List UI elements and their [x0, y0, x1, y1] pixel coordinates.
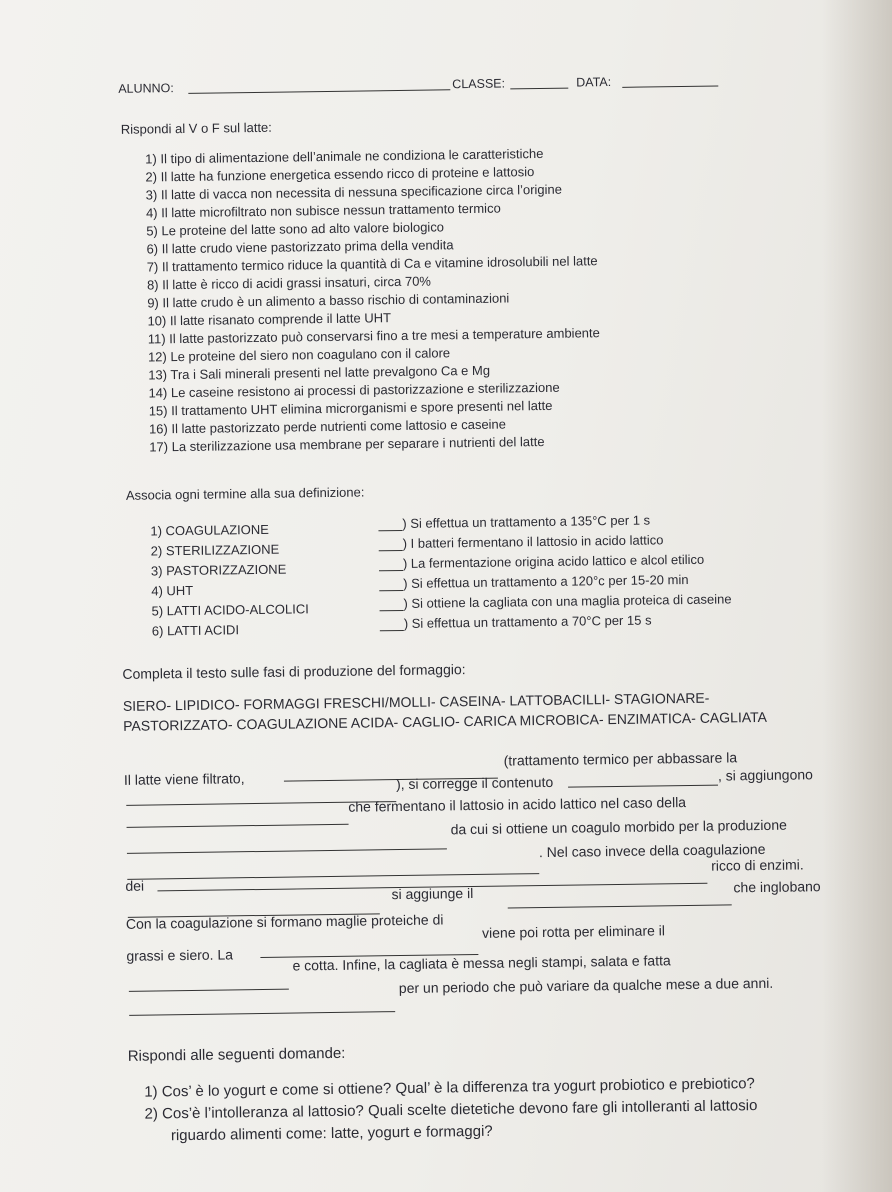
match-blank[interactable] — [378, 517, 402, 531]
definition-item: ) I batteri fermentano il lattosio in acido lattico — [402, 532, 664, 551]
classe-field[interactable] — [510, 76, 568, 90]
term-item: 5) LATTI ACIDO-ALCOLICI — [151, 601, 309, 619]
cloze-text-15: e cotta. Infine, la cagliata è messa negli stampi, salata e fatta — [292, 952, 671, 974]
cloze-text-14: viene poi rotta per eliminare il — [481, 922, 666, 941]
word-bank-line-2: PASTORIZZATO- COAGULAZIONE ACIDA- CAGLIO- CARICA MICROBICA- ENZIMATICA- CAGLIATA — [123, 708, 768, 734]
cloze-blank[interactable] — [508, 891, 732, 908]
section3-title: Completa il testo sulle fasi di produzione del formaggio: — [122, 661, 466, 682]
tf-item: 7) Il trattamento termico riduce la quantità di Ca e vitamine idrosolubili nel latte — [146, 253, 598, 275]
match-blank[interactable] — [379, 597, 403, 611]
tf-item: 4) Il latte microfiltrato non subisce nessun trattamento termico — [145, 200, 501, 221]
tf-item: 15) Il trattamento UHT elimina microrganismi e spore presenti nel latte — [148, 397, 553, 419]
term-item: 1) COAGULAZIONE — [150, 521, 270, 539]
section4-title: Rispondi alle seguenti domande: — [127, 1044, 346, 1065]
page-shadow — [822, 0, 892, 1192]
cloze-text-12: che inglobano — [733, 878, 821, 896]
cloze-blank[interactable] — [129, 998, 395, 1016]
definition-item: ) Si effettua un trattamento a 70°C per 15 s — [403, 612, 652, 631]
data-label: DATA: — [576, 75, 612, 90]
match-blank[interactable] — [380, 617, 404, 631]
tf-item: 9) Il latte crudo è un alimento a basso rischio di contaminazioni — [147, 290, 510, 311]
cloze-text-2: (trattamento termico per abbassare la — [503, 749, 738, 769]
section1-title: Rispondi al V o F sul latte: — [120, 119, 272, 137]
cloze-text-11: Con la coagulazione si formano maglie proteiche di — [125, 911, 444, 932]
definition-item: ) La fermentazione origina acido lattico e alcol etilico — [402, 551, 705, 571]
tf-item: 16) Il latte pastorizzato perde nutrienti come lattosio e caseine — [148, 416, 507, 437]
term-item: 3) PASTORIZZAZIONE — [150, 561, 287, 579]
classe-label: CLASSE: — [452, 76, 506, 92]
tf-item: 10) Il latte risanato comprende il latte UHT — [147, 310, 392, 329]
student-header — [110, 60, 850, 100]
tf-item: 8) Il latte è ricco di acidi grassi insaturi, circa 70% — [146, 273, 432, 293]
cloze-text-4: , si aggiungono — [717, 766, 813, 784]
cloze-text-9: si aggiunge il — [391, 885, 474, 903]
cloze-text-16: per un periodo che può variare da qualche mese a due anni. — [398, 974, 774, 997]
tf-item: 12) Le proteine del siero non coagulano con il calore — [147, 345, 451, 365]
cloze-blank[interactable] — [129, 976, 289, 992]
alunno-label: ALUNNO: — [118, 81, 174, 96]
tf-item: 2) Il latte ha funzione energetica essendo ricco di proteine e lattosio — [145, 164, 535, 185]
tf-item: 5) Le proteine del latte sono ad alto valore biologico — [146, 219, 445, 239]
definition-item: ) Si effettua un trattamento a 120°c per 15-20 min — [403, 571, 689, 591]
question-2-continued: riguardo alimenti come: latte, yogurt e formaggi? — [170, 1122, 493, 1145]
term-item: 4) UHT — [151, 582, 194, 599]
definition-item: ) Si ottiene la cagliata con una maglia proteica di caseine — [403, 591, 732, 611]
term-item: 6) LATTI ACIDI — [151, 622, 240, 639]
cloze-blank[interactable] — [568, 772, 718, 788]
tf-item: 13) Tra i Sali minerali presenti nel latte prevalgono Ca e Mg — [148, 362, 491, 383]
tf-item: 14) Le caseine resistono ai processi di pastorizzazione e sterilizzazione — [148, 379, 560, 401]
tf-item: 3) Il latte di vacca non necessita di nessuna specificazione circa l’origine — [145, 181, 563, 203]
data-field[interactable] — [622, 74, 718, 88]
definition-item: ) Si effettua un trattamento a 135°C per 1 s — [402, 512, 651, 531]
tf-item: 17) La sterilizzazione usa membrane per separare i nutrienti del latte — [149, 433, 545, 455]
section2-title: Associa ogni termine alla sua definizione: — [125, 484, 365, 503]
word-bank-line-1: SIERO- LIPIDICO- FORMAGGI FRESCHI/MOLLI- CASEINA- LATTOBACILLI- STAGIONARE- — [122, 689, 710, 714]
cloze-text-13: grassi e siero. La — [126, 946, 234, 964]
cloze-text-1: Il latte viene filtrato, — [123, 770, 245, 788]
cloze-blank[interactable] — [126, 811, 348, 828]
question-1: 1) Cos’ è lo yogurt e come si ottiene? Qual’ è la differenza tra yogurt probiotico e prebiotico? — [144, 1075, 755, 1101]
tf-item: 11) Il latte pastorizzato può conservarsi fino a tre mesi a temperature ambiente — [147, 325, 600, 347]
cloze-text-6: da cui si ottiene un coagulo morbido per la produzione — [450, 816, 787, 838]
tf-item: 6) Il latte crudo viene pastorizzato prima della vendita — [146, 237, 454, 257]
cloze-text-3: ), si corregge il contenuto — [395, 773, 554, 793]
alunno-field[interactable] — [188, 77, 450, 94]
cloze-blank[interactable] — [127, 835, 447, 853]
match-blank[interactable] — [379, 537, 403, 551]
worksheet-content — [110, 60, 850, 1145]
question-2: 2) Cos’è l’intolleranza al lattosio? Quali scelte dietetiche devono fare gli intolleranti al lattosio — [144, 1097, 758, 1123]
cloze-text-5: che fermentano il lattosio in acido lattico nel caso della — [348, 794, 687, 815]
cloze-text-8: . Nel caso invece della coagulazione — [538, 840, 766, 861]
term-item: 2) STERILIZZAZIONE — [150, 541, 280, 559]
cloze-text-10: ricco di enzimi. — [711, 856, 804, 874]
match-blank[interactable] — [379, 577, 403, 591]
match-blank[interactable] — [379, 557, 403, 571]
tf-item: 1) Il tipo di alimentazione dell’animale ne condiziona le caratteristiche — [145, 145, 544, 167]
cloze-text-7: dei — [125, 877, 145, 894]
